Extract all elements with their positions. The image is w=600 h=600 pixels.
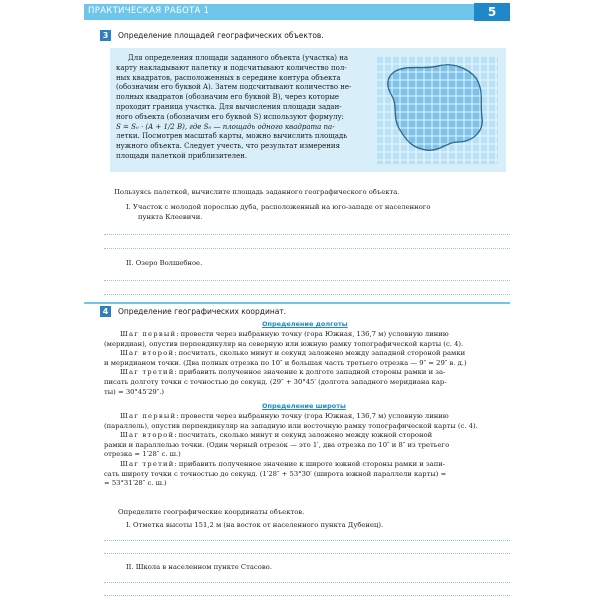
info-line: проходит граница участка. Для вычисления площади задан- — [116, 102, 342, 111]
info-formula-line: S = S₀ · (A + 1/2 B), где S₀ — площадь одного квадрата па- — [116, 122, 335, 131]
task-3-item-2: II. Озеро Волшебное. — [126, 259, 203, 267]
page-number: 5 — [474, 3, 510, 21]
task-4-item-1: I. Отметка высоты 151,2 м (на восток от населенного пункта Дубенец). — [126, 521, 384, 529]
task-3-badge: 3 — [100, 30, 111, 41]
answer-line[interactable] — [104, 595, 510, 596]
step-text: : прибавить полученное значение к широте южной стороны рамки и запи- — [174, 459, 446, 468]
info-line: полных квадратов (обозначим его буквой B), через которые — [116, 93, 340, 102]
step-text: отрезка = 1′28″ с. ш.) — [104, 450, 181, 459]
task-3-instruction: Пользуясь палеткой, вычислите площадь заданного географического объекта. — [114, 188, 400, 196]
task-3-item-1-line-2: пункта Клеевичи. — [138, 213, 203, 221]
info-line: нужного объекта. Следует учесть, что результат измерения — [116, 142, 341, 151]
step-text: : прибавить полученное значение к долготе западной стороны рамки и за- — [174, 368, 446, 377]
answer-line[interactable] — [104, 540, 510, 541]
step-text: (параллель), опустив перпендикуляр на западную или восточную рамку топографической карты (с. 4). — [104, 421, 478, 430]
longitude-heading: Определение долготы — [262, 320, 348, 328]
step-text: рамки и параллелью точки. (Один черный отрезок — это 1′, два отрезка по 10″ и 8″ из третьего — [104, 440, 450, 449]
step-label: Шаг второй — [120, 349, 175, 358]
answer-line[interactable] — [104, 294, 510, 295]
task-3-title: Определение площадей географических объектов. — [118, 31, 324, 40]
answer-line[interactable] — [104, 582, 510, 583]
step-label: Шаг первый — [120, 330, 177, 338]
step-text: : провести через выбранную точку (гора Южная, 136,7 м) условную линию — [176, 330, 449, 338]
task-4-item-2: II. Школа в населенном пункте Стасово. — [126, 563, 272, 571]
info-line: летки. Посмотрев масштаб карты, можно вычислить площадь — [116, 132, 348, 141]
step-text: : посчитать, сколько минут и секунд заложено между западной стороной рамки — [174, 349, 466, 358]
info-line: карту накладывают палетку и подсчитывают количество пол- — [116, 63, 347, 72]
task-4-instruction: Определите географические координаты объектов. — [118, 508, 305, 516]
task-4-badge: 4 — [100, 306, 111, 317]
info-line: ных квадратов, расположенных в середине контура объекта — [116, 73, 341, 82]
info-line: (обозначим его буквой A). Затем подсчитывают количество не- — [116, 83, 352, 92]
task-3-item-1-line-1: I. Участок с молодой порослью дуба, расположенный на юго-западе от населенного — [126, 203, 431, 211]
info-line: ного объекта (обозначим его буквой S) используют формулу: — [116, 112, 344, 121]
info-box — [110, 48, 506, 172]
step-text: ты) = 30°45′29″.) — [104, 387, 165, 396]
latitude-steps — [104, 412, 510, 489]
answer-line[interactable] — [104, 248, 510, 249]
step-text: (меридиан), опустив перпендикуляр на северную или южную рамку топографической карты (с. 4). — [104, 339, 464, 348]
step-text: и меридианом точки. (Два полных отрезка по 10″ и большая часть третьего отрезка — 9″ = 29″ в. д.) — [104, 358, 467, 367]
info-line: площади палеткой приблизителен. — [116, 151, 248, 160]
step-text: : посчитать, сколько минут и секунд заложено между южной стороной — [174, 431, 433, 440]
answer-line[interactable] — [104, 280, 510, 281]
info-text — [116, 54, 370, 162]
answer-line[interactable] — [104, 553, 510, 554]
section-divider — [84, 302, 510, 304]
step-label: Шаг третий — [120, 459, 175, 468]
latitude-heading: Определение широты — [262, 402, 346, 410]
answer-line[interactable] — [104, 234, 510, 235]
longitude-steps — [104, 330, 510, 397]
step-text: писать долготу точки с точностью до секунд. (29″ + 30°45′ (долгота западного меридиана кар- — [104, 377, 447, 386]
step-text: = 53°31′28″ с. ш.) — [104, 479, 167, 488]
palette-grid — [376, 56, 498, 164]
palette-grid-svg — [376, 56, 498, 164]
info-line: Для определения площади заданного объекта (участка) на — [128, 54, 349, 62]
step-text: сать широту точки с точностью до секунд. (1′28″ + 53°30′ (широта южной параллели карты) = — [104, 469, 447, 478]
task-4-title: Определение географических координат. — [118, 307, 287, 316]
step-label: Шаг первый — [120, 412, 177, 420]
step-text: : провести через выбранную точку (гора Южная, 136,7 м) условную линию — [176, 412, 449, 420]
step-label: Шаг второй — [120, 431, 175, 440]
step-label: Шаг третий — [120, 368, 175, 377]
page-header-title: ПРАКТИЧЕСКАЯ РАБОТА 1 — [88, 6, 210, 16]
